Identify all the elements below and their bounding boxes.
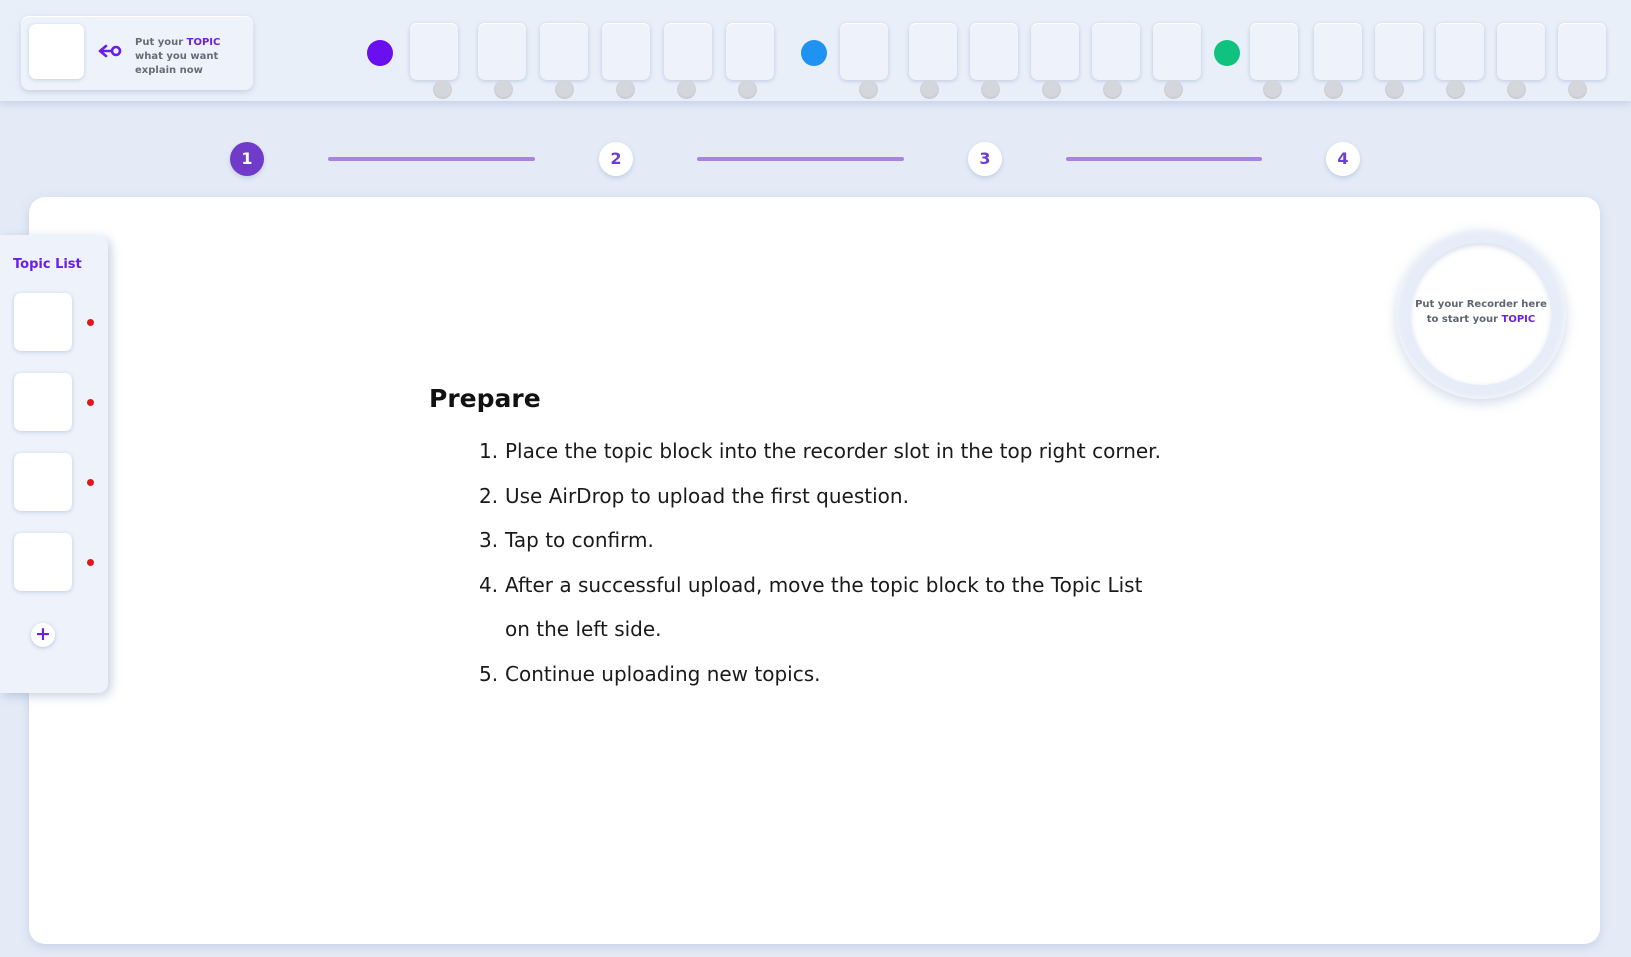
group-1-slot[interactable] <box>478 23 526 80</box>
group-2-slot[interactable] <box>1031 23 1079 80</box>
recorder-slot-inner <box>1410 243 1552 385</box>
step-connector <box>697 157 904 161</box>
status-dot <box>87 559 94 566</box>
slot-knob <box>920 80 939 99</box>
arrow-left-circle-icon <box>97 38 123 64</box>
topic-highlight: TOPIC <box>186 37 221 48</box>
slot-knob <box>1507 80 1526 99</box>
group-3-indicator <box>1214 40 1240 66</box>
group-2-slot[interactable] <box>970 23 1018 80</box>
instruction-item: 2. Use AirDrop to upload the first question. <box>479 483 909 508</box>
slot-knob <box>1446 80 1465 99</box>
topic-list-slot[interactable] <box>14 533 72 591</box>
topic-list-slot[interactable] <box>14 293 72 351</box>
slot-knob <box>1263 80 1282 99</box>
status-dot <box>87 479 94 486</box>
group-2-slot[interactable] <box>909 23 957 80</box>
slot-knob <box>738 80 757 99</box>
slot-knob <box>1164 80 1183 99</box>
status-dot <box>87 319 94 326</box>
topic-list-slot[interactable] <box>14 453 72 511</box>
slot-knob <box>616 80 635 99</box>
step-connector <box>1066 157 1262 161</box>
group-3-slot[interactable] <box>1250 23 1298 80</box>
step-3[interactable]: 3 <box>968 142 1002 176</box>
group-1-slot[interactable] <box>726 23 774 80</box>
group-1-indicator <box>367 40 393 66</box>
instructions <box>429 384 1169 696</box>
topic-list-sidebar <box>0 235 108 693</box>
instructions-list <box>429 429 1169 696</box>
top-toolbar <box>0 0 1631 101</box>
slot-knob <box>1042 80 1061 99</box>
slot-knob <box>859 80 878 99</box>
slot-knob <box>1385 80 1404 99</box>
step-connector <box>328 157 535 161</box>
group-3-slot[interactable] <box>1375 23 1423 80</box>
instruction-item: 5. Continue uploading new topics. <box>479 661 821 686</box>
group-3-slot[interactable] <box>1436 23 1484 80</box>
step-1[interactable]: 1 <box>230 142 264 176</box>
group-3-slot[interactable] <box>1558 23 1606 80</box>
add-topic-button[interactable]: + <box>31 623 55 647</box>
group-2-indicator <box>801 40 827 66</box>
status-dot <box>87 399 94 406</box>
slot-knob <box>494 80 513 99</box>
slot-knob <box>677 80 696 99</box>
topic-hint-text: Put your TOPIC what you want explain now <box>135 37 221 76</box>
slot-knob <box>555 80 574 99</box>
instruction-item: 3. Tap to confirm. <box>479 528 654 552</box>
topic-list-title: Topic List <box>13 257 82 272</box>
topic-drop-slot[interactable] <box>29 24 84 79</box>
slot-knob <box>1324 80 1343 99</box>
group-1-slot[interactable] <box>664 23 712 80</box>
step-2[interactable]: 2 <box>599 142 633 176</box>
group-3-slot[interactable] <box>1314 23 1362 80</box>
slot-knob <box>1568 80 1587 99</box>
group-2-slot[interactable] <box>840 23 888 80</box>
instruction-item: 1. Place the topic block into the recorder slot in the top right corner. <box>479 439 1161 463</box>
topic-list-slot[interactable] <box>14 373 72 431</box>
group-1-slot[interactable] <box>410 23 458 80</box>
recorder-topic-highlight: TOPIC <box>1501 314 1536 325</box>
group-2-slot[interactable] <box>1153 23 1201 80</box>
recorder-hint-text: Put your Recorder here to start your TOPIC <box>1415 299 1547 325</box>
slot-knob <box>1103 80 1122 99</box>
group-1-slot[interactable] <box>540 23 588 80</box>
step-4[interactable]: 4 <box>1326 142 1360 176</box>
instructions-title: Prepare <box>429 384 541 413</box>
instruction-item: 4. After a successful upload, move the topic block to the Topic List on the left side. <box>479 572 1143 641</box>
topic-input-card <box>21 16 253 90</box>
group-2-slot[interactable] <box>1092 23 1140 80</box>
slot-knob <box>981 80 1000 99</box>
group-1-slot[interactable] <box>602 23 650 80</box>
slot-knob <box>433 80 452 99</box>
group-3-slot[interactable] <box>1497 23 1545 80</box>
recorder-slot[interactable] <box>1396 229 1566 399</box>
